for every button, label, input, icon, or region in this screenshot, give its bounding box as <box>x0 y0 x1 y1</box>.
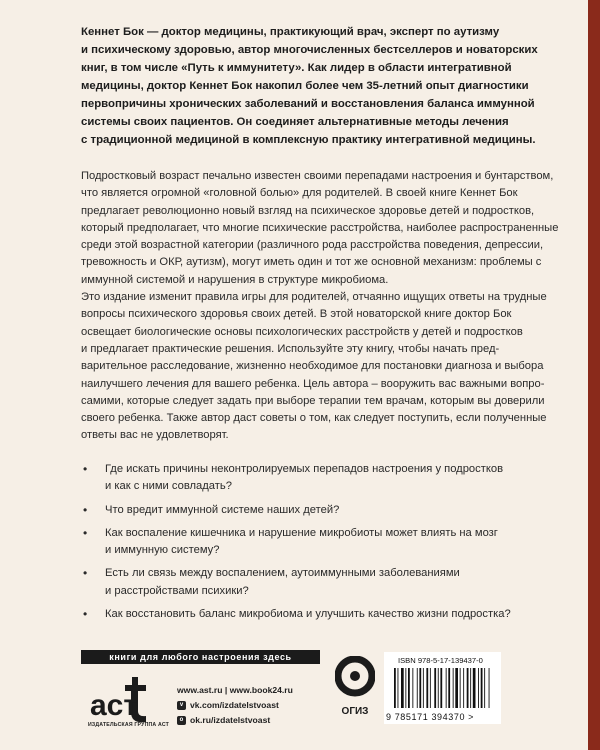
barcode-bar <box>473 668 476 708</box>
barcode-bar <box>398 668 399 708</box>
barcode-bar <box>430 668 431 708</box>
barcode-bar <box>423 668 424 708</box>
vk-icon: v <box>177 701 186 710</box>
publisher-links <box>177 683 293 728</box>
bio-line: и психическому здоровью, автор многочисленных бестселлеров и новаторских <box>81 44 538 56</box>
bullet-icon: • <box>83 502 88 517</box>
barcode-bar <box>419 668 421 708</box>
barcode-bar <box>460 668 461 708</box>
list-item-line: и как с ними совладать? <box>105 480 232 493</box>
barcode-bar <box>484 668 485 708</box>
ast-logo-icon <box>88 671 158 723</box>
barcode-bar <box>446 668 447 708</box>
barcode-bar <box>463 668 464 708</box>
list-item-line: Есть ли связь между воспалением, аутоиммунными заболеваниями <box>105 567 460 580</box>
list-item <box>81 461 504 496</box>
list-item <box>81 525 501 560</box>
publisher-caption: ИЗДАТЕЛЬСКАЯ ГРУППА АСТ <box>87 722 170 728</box>
ok-icon: o <box>177 716 186 725</box>
book-description <box>81 168 559 445</box>
bio-line: книг, в том числе «Путь к иммунитету». Как лидер в области интегративной <box>81 62 512 74</box>
desc-line: Это издание изменит правила игры для родителей, отчаянно ищущих ответы на трудные <box>81 291 547 304</box>
desc-line: и предлагает практические решения. Используйте эту книгу, чтобы начать пред- <box>81 342 500 355</box>
barcode-bar <box>478 668 479 708</box>
list-item-line: Как воспаление кишечника и нарушение микробиоты может влиять на мозг <box>105 526 498 539</box>
bullet-icon: • <box>83 462 88 476</box>
list-item-line: Как восстановить баланс микробиома и улучшить качество жизни подростка? <box>105 608 511 621</box>
barcode-bar <box>426 668 428 708</box>
desc-line: наилучшего лечения для вашего ребенка. Цель автора – вооружить вас важными вопро- <box>81 377 545 390</box>
bio-line: медицины, доктор Кеннет Бок накопил более чем 35-летний опыт диагностики <box>81 80 529 92</box>
desc-line: иммунной системой и нарушения в структуре микробиома. <box>81 273 389 286</box>
barcode-bar <box>412 668 413 708</box>
list-item-line: и расстройствами психики? <box>105 584 249 597</box>
ast-logo-letters: аст <box>90 689 139 722</box>
desc-line: предлагает революционно новый взгляд на психическое здоровье детей и подростков, <box>81 204 535 217</box>
bio-line: Кеннет Бок — доктор медицины, практикующий врач, эксперт по аутизму <box>81 26 500 38</box>
site-link-text[interactable]: www.ast.ru | www.book24.ru <box>177 685 293 695</box>
author-bio <box>81 23 538 149</box>
desc-line: который предполагает, что многие психические расстройства, наиболее распространенные <box>81 221 559 234</box>
site-link[interactable] <box>177 683 293 698</box>
barcode-bar <box>408 668 410 708</box>
barcode-bar <box>394 668 396 708</box>
list-item-line: и иммунную систему? <box>105 544 220 557</box>
desc-line: ответы вас не удовлетворят. <box>81 429 229 442</box>
desc-line: среди этой возрастной категории (различного рода расстройства поведения, депрессии, <box>81 239 544 252</box>
desc-line: что является огромной «головной болью» для родителей. В своей книге Кеннет Бок <box>81 187 518 200</box>
bullet-icon: • <box>83 607 88 622</box>
desc-line: Подростковый возраст печально известен своими перепадами настроения и бунтарством, <box>81 170 554 182</box>
barcode-bar <box>489 668 490 708</box>
vk-link-text[interactable]: vk.com/izdatelstvoast <box>190 700 279 710</box>
barcode-bar <box>453 668 454 708</box>
spine-edge <box>588 0 600 750</box>
bullet-icon: • <box>83 525 88 540</box>
barcode-bar <box>405 668 406 708</box>
desc-line: самими, которые следует задать при выборе терапии тем врачам, которым вы доверили <box>81 394 545 407</box>
bio-line: системы своих пациентов. Он соединяет альтернативные методы лечения <box>81 116 509 128</box>
bio-line: первопричины хронических заболеваний и восстановления баланса иммунной <box>81 98 535 110</box>
barcode-bar <box>455 668 458 708</box>
question-list <box>81 461 511 629</box>
list-item <box>81 502 501 519</box>
ogiz-logo-icon <box>335 656 375 720</box>
barcode-bar <box>470 668 471 708</box>
bullet-icon: • <box>83 566 88 581</box>
bio-line: с традиционной медициной в комплексную практику интегративной медицины. <box>81 134 536 146</box>
barcode-bar <box>401 668 404 708</box>
isbn-label: ISBN 978-5-17-139437-0 <box>398 656 483 665</box>
barcode-bar <box>434 668 436 708</box>
barcode-bar <box>440 668 442 708</box>
list-item-line: Что вредит иммунной системе наших детей? <box>105 503 340 516</box>
barcode-bar <box>417 668 418 708</box>
desc-line: вопросы психического здоровья своих детей. В этой новаторской книге доктор Бок <box>81 308 512 321</box>
desc-line: освещает биологические основы психологических расстройств у детей и подростков <box>81 325 523 338</box>
desc-line: своего ребенка. Также автор даст советы о том, как следует поступить, если полученные <box>81 412 547 425</box>
ok-link[interactable] <box>177 713 293 728</box>
desc-line: варительное расследование, жизненно необходимое для постановки диагноза и выбора <box>81 360 544 373</box>
vk-link[interactable] <box>177 698 293 713</box>
list-item <box>81 606 511 623</box>
list-item <box>81 565 501 600</box>
barcode-bar <box>438 668 439 708</box>
barcode-number: 9 785171 394370 > <box>386 712 475 722</box>
barcode-bar <box>481 668 483 708</box>
barcode-bar <box>467 668 469 708</box>
barcode-icon <box>392 668 496 710</box>
ogiz-logo-text: ОГИЗ <box>341 706 369 717</box>
list-item-line: Где искать причины неконтролируемых перепадов настроения у подростков <box>105 463 504 475</box>
tagline-strip: книги для любого настроения здесь <box>81 650 320 664</box>
barcode-bar <box>448 668 450 708</box>
ok-link-text[interactable]: ok.ru/izdatelstvoast <box>190 715 271 725</box>
desc-line: тревожность и ОКР, аутизм), могут иметь один и тот же основной механизм: проблемы с <box>81 256 542 269</box>
